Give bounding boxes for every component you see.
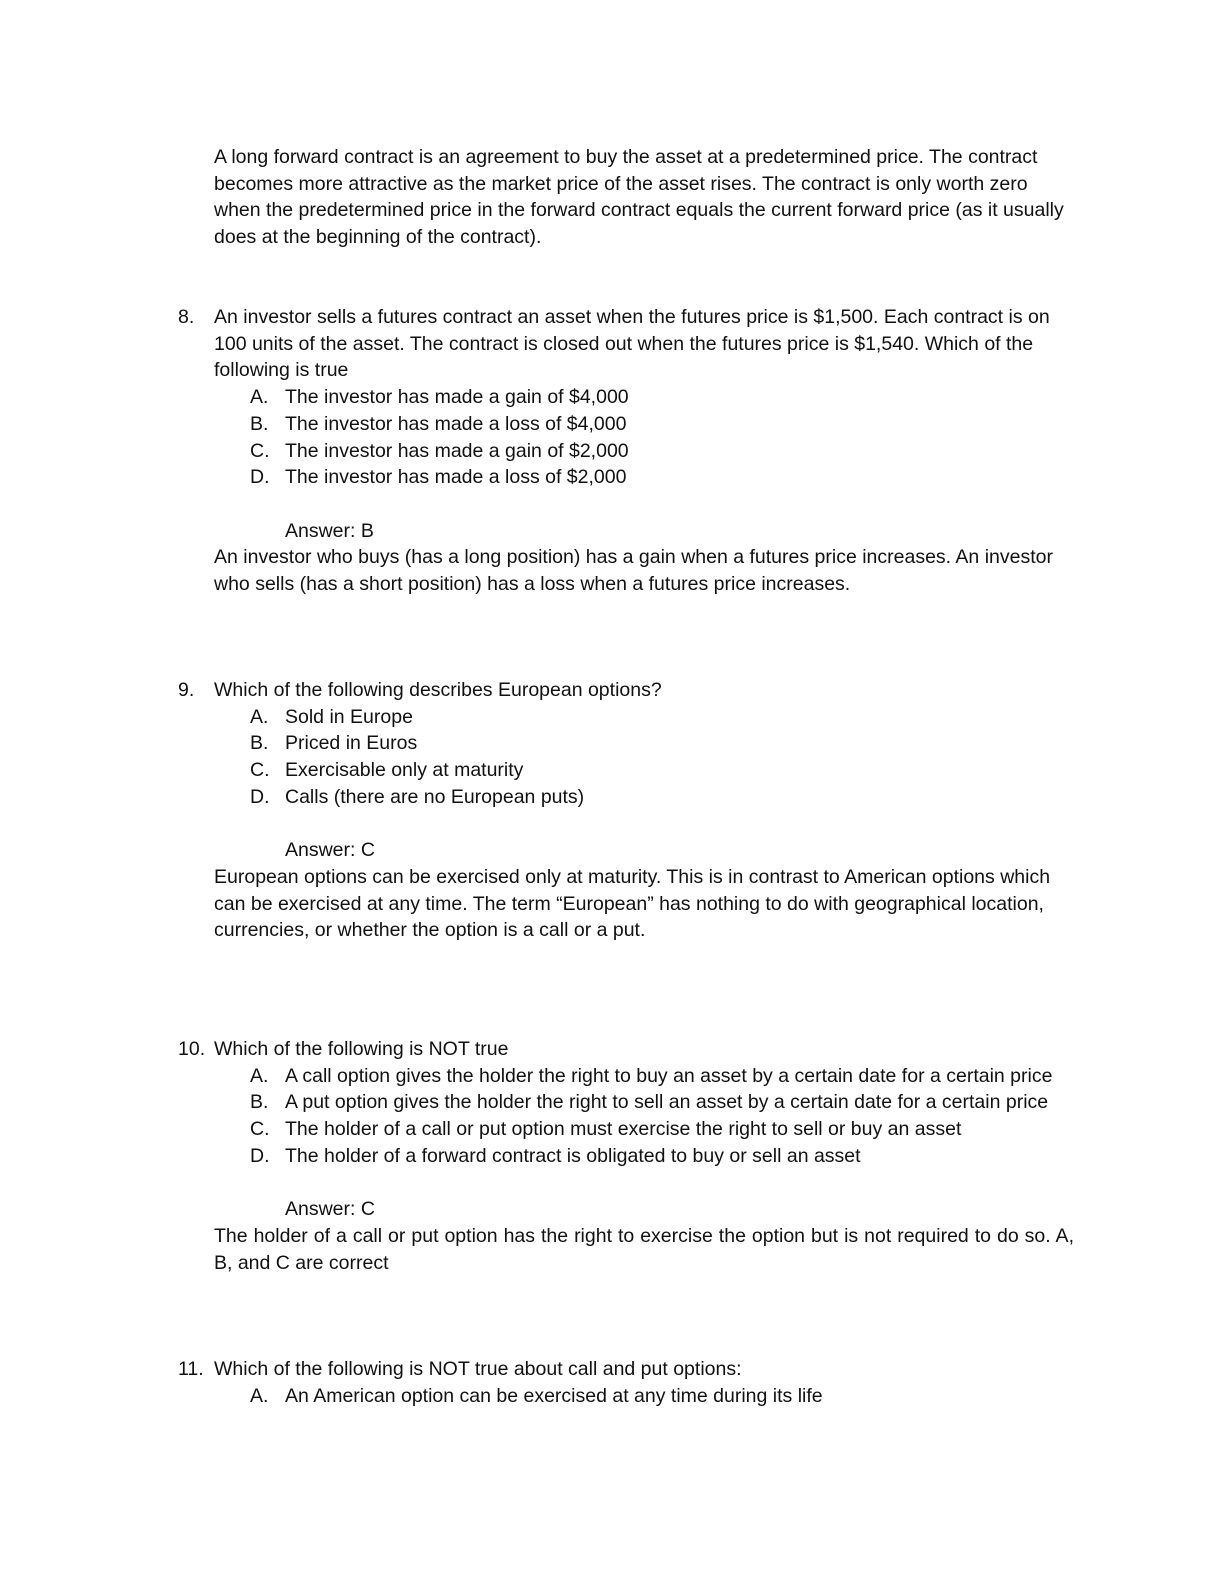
option-a <box>170 1383 1074 1410</box>
option-list <box>170 1063 1074 1170</box>
answer-explanation: European options can be exercised only at maturity. This is in contrast to American options which can be exercised at any time. The term “European” has nothing to do with geographical location, currencies, or whether the option is a call or a put. <box>214 865 1051 942</box>
option-d <box>170 1143 1074 1170</box>
option-text: Exercisable only at maturity <box>285 759 524 782</box>
option-d <box>170 464 1074 491</box>
question-number: 9. <box>178 679 195 701</box>
answer-label: Answer: C <box>285 839 375 862</box>
option-c <box>170 1116 1074 1143</box>
option-text: The investor has made a gain of $4,000 <box>285 386 629 409</box>
option-letter: C. <box>250 439 270 462</box>
option-letter: C. <box>250 1118 270 1141</box>
option-text: Priced in Euros <box>285 732 418 755</box>
question-stem <box>170 304 1074 384</box>
option-b <box>170 730 1074 757</box>
option-b <box>170 411 1074 438</box>
question-text: An investor sells a futures contract an asset when the futures price is $1,500. Each contract is on 100 units of the asset. The contract is closed out when the futures price is $1,540. Which of the following is true <box>214 306 1050 382</box>
option-text: The holder of a call or put option must exercise the right to sell or buy an asset <box>285 1118 962 1141</box>
option-letter: A. <box>250 1384 269 1407</box>
option-letter: B. <box>250 412 269 435</box>
option-letter: C. <box>250 759 270 782</box>
question-stem <box>170 1036 1074 1063</box>
question-number: 11. <box>178 1358 204 1380</box>
question-text: Which of the following describes European options? <box>214 679 662 701</box>
option-a <box>170 384 1074 411</box>
question-number: 8. <box>178 306 195 328</box>
option-text: The investor has made a loss of $4,000 <box>285 412 627 435</box>
option-letter: A. <box>250 386 269 409</box>
option-letter: D. <box>250 1144 270 1167</box>
question-9 <box>170 677 1074 944</box>
option-letter: D. <box>250 466 270 489</box>
question-11 <box>170 1356 1074 1409</box>
option-list <box>170 1383 1074 1410</box>
intro-paragraph: A long forward contract is an agreement to buy the asset at a predetermined price. The contract becomes more attractive as the market price of the asset rises. The contract is only worth zero when the predetermined price in the forward contract equals the current forward price (as it usually does at the beginning of the contract). <box>214 146 1064 249</box>
option-letter: A. <box>250 705 269 728</box>
question-10 <box>170 1036 1074 1276</box>
option-letter: B. <box>250 732 269 755</box>
option-a <box>170 704 1074 731</box>
option-letter: A. <box>250 1064 269 1087</box>
option-d <box>170 784 1074 811</box>
option-text: An American option can be exercised at any time during its life <box>285 1384 823 1407</box>
option-text: Sold in Europe <box>285 705 413 728</box>
option-text: The investor has made a loss of $2,000 <box>285 466 627 489</box>
option-letter: B. <box>250 1091 269 1114</box>
answer-explanation: The holder of a call or put option has the right to exercise the option but is not required to do so. A, B, and C are correct <box>214 1224 1074 1274</box>
option-text: The holder of a forward contract is obligated to buy or sell an asset <box>285 1144 861 1167</box>
question-number: 10. <box>178 1038 206 1060</box>
question-8 <box>170 304 1074 598</box>
option-list <box>170 704 1074 811</box>
option-text: A call option gives the holder the right to buy an asset by a certain date for a certain price <box>285 1064 1053 1087</box>
option-text: A put option gives the holder the right to sell an asset by a certain date for a certain price <box>285 1091 1049 1114</box>
option-list <box>170 384 1074 491</box>
answer-explanation: An investor who buys (has a long position) has a gain when a futures price increases. An investor who sells (has a short position) has a loss when a futures price increases. <box>214 546 1053 596</box>
question-text: Which of the following is NOT true <box>214 1038 509 1060</box>
option-a <box>170 1063 1074 1090</box>
question-text: Which of the following is NOT true about call and put options: <box>214 1358 742 1380</box>
option-text: Calls (there are no European puts) <box>285 785 585 808</box>
option-text: The investor has made a gain of $2,000 <box>285 439 629 462</box>
answer-label: Answer: C <box>285 1198 375 1221</box>
option-c <box>170 438 1074 465</box>
option-b <box>170 1089 1074 1116</box>
question-stem <box>170 677 1074 704</box>
option-c <box>170 757 1074 784</box>
answer-label: Answer: B <box>285 519 374 542</box>
option-letter: D. <box>250 785 270 808</box>
question-stem <box>170 1356 1074 1383</box>
